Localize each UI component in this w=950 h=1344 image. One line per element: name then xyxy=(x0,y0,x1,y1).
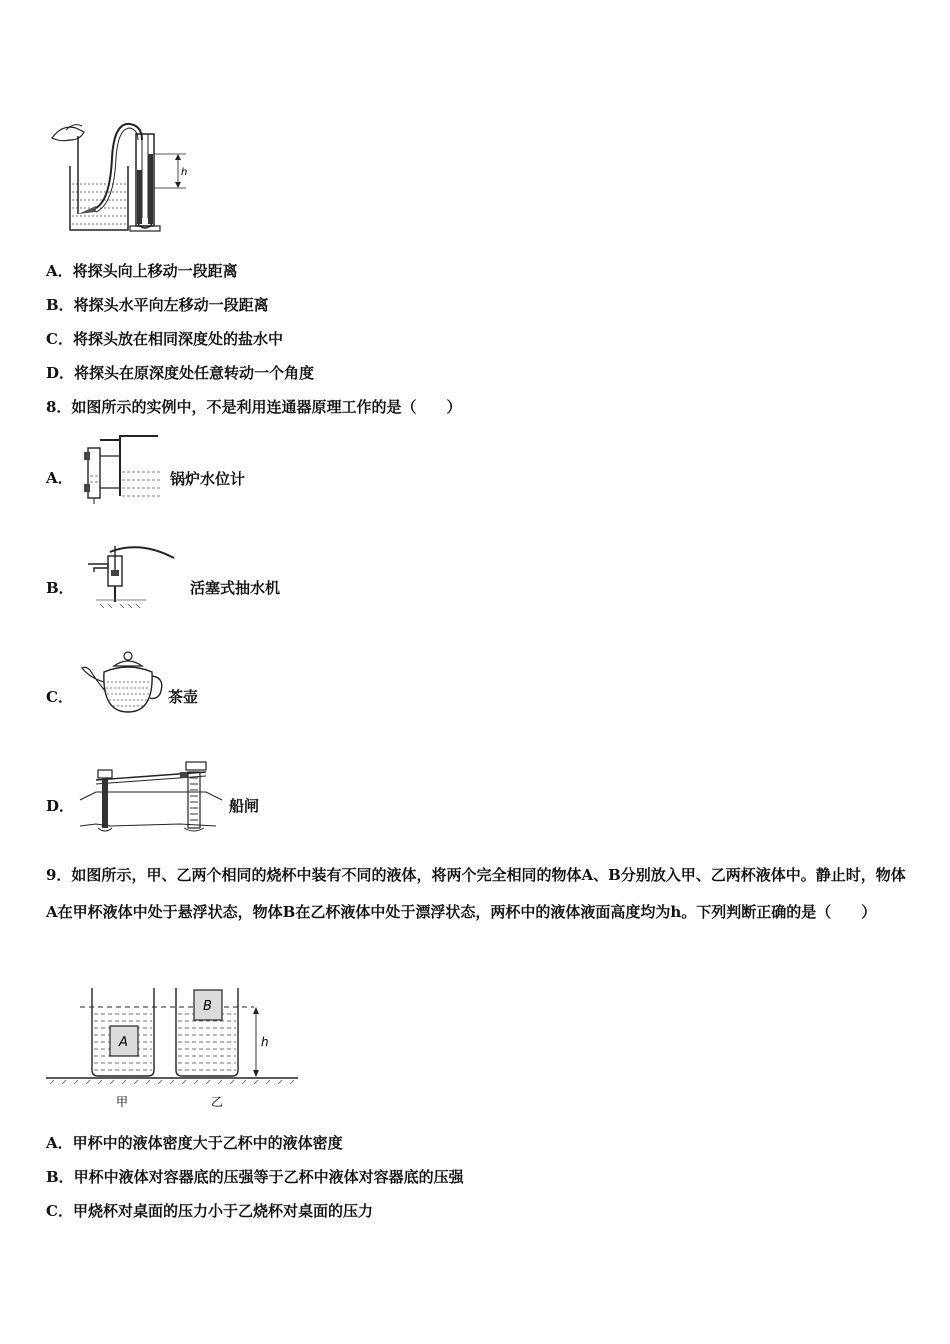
hand-shape xyxy=(52,127,84,141)
q9-stem: 9．如图所示，甲、乙两个相同的烧杯中装有不同的液体，将两个完全相同的物体A、B分别放入甲、乙两杯液体中。静止时，物体A在甲杯液体中处于悬浮状态，物体B在乙杯液体中处于漂浮状态，两杯中的液体液面高度均为h。下列判断正确的是（ ） xyxy=(46,866,906,921)
block-a-label: A xyxy=(119,1035,128,1050)
boiler-gauge-figure xyxy=(76,430,166,506)
q7-option-a[interactable]: A．将探头向上移动一段距离 xyxy=(46,262,238,280)
cup-right-label: 乙 xyxy=(211,1095,224,1109)
q9-h-label: h xyxy=(261,1035,269,1049)
block-b-label: B xyxy=(203,999,212,1014)
q8-option-d-letter[interactable]: D． xyxy=(46,797,75,815)
q7-option-d[interactable]: D．将探头在原深度处任意转动一个角度 xyxy=(46,364,315,382)
q7-option-c[interactable]: C．将探头放在相同深度处的盐水中 xyxy=(46,330,283,348)
q7-figure xyxy=(44,118,194,238)
q8-option-c-caption: 茶壶 xyxy=(168,688,199,706)
ship-lock-figure xyxy=(76,758,226,834)
q8-option-d-caption: 船闸 xyxy=(229,797,260,815)
q7-option-b[interactable]: B．将探头水平向左移动一段距离 xyxy=(46,296,269,314)
piston-pump-figure xyxy=(80,538,180,614)
q9-beakers-figure xyxy=(44,984,304,1114)
q8-option-b-caption: 活塞式抽水机 xyxy=(190,579,281,597)
q9-option-b[interactable]: B．甲杯中液体对容器底的压强等于乙杯中液体对容器底的压强 xyxy=(46,1168,464,1186)
h-label: h xyxy=(181,167,188,178)
q8-option-b-letter[interactable]: B． xyxy=(46,579,74,597)
q8-option-c-letter[interactable]: C． xyxy=(46,688,73,706)
q8-option-a-caption: 锅炉水位计 xyxy=(170,470,246,488)
cup-left-label: 甲 xyxy=(116,1095,129,1109)
q9-option-a[interactable]: A．甲杯中的液体密度大于乙杯中的液体密度 xyxy=(46,1134,343,1152)
teapot-figure xyxy=(76,648,166,718)
q8-stem: 8．如图所示的实例中，不是利用连通器原理工作的是（ ） xyxy=(46,398,462,416)
q9-option-c[interactable]: C．甲烧杯对桌面的压力小于乙烧杯对桌面的压力 xyxy=(46,1202,373,1220)
q8-option-a-letter[interactable]: A． xyxy=(46,469,73,487)
